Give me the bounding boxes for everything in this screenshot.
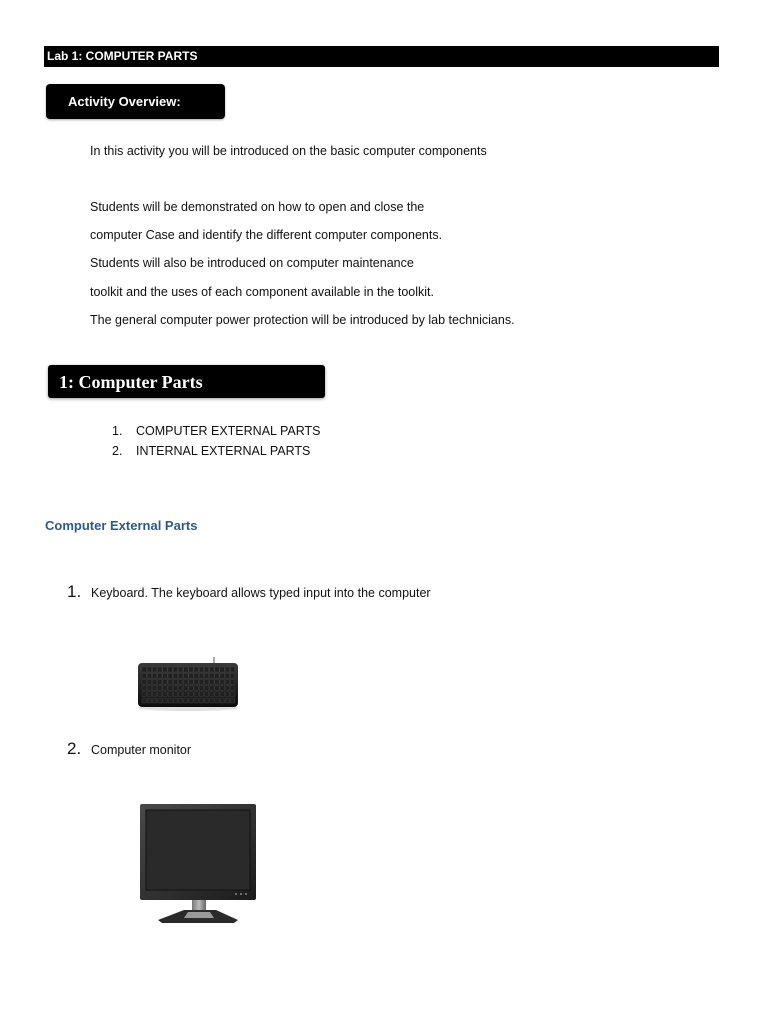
monitor-image [138,800,262,926]
keyboard-key [158,686,162,691]
keyboard-key [163,692,167,697]
keyboard-key [158,698,162,703]
keyboard-key [163,698,167,703]
keyboard-key [168,692,172,697]
keyboard-key [168,686,172,691]
keyboard-key [204,692,208,697]
keyboard-key [215,673,219,678]
keyboard-key [204,667,208,672]
keyboard-key [173,673,177,678]
keyboard-key [147,667,151,672]
keyboard-key [178,679,182,684]
keyboard-key [158,692,162,697]
keyboard-key [163,679,167,684]
keyboard-key [178,698,182,703]
keyboard-key [199,692,203,697]
keyboard-key [210,692,214,697]
overview-paragraph: computer Case and identify the different computer components. [90,228,443,242]
keyboard-key [199,686,203,691]
keyboard-key [168,667,172,672]
keyboard-key [152,698,156,703]
keyboard-key [189,679,193,684]
keyboard-key [142,692,146,697]
keyboard-key [152,679,156,684]
keyboard-key [215,667,219,672]
keyboard-key [230,698,234,703]
list-text: COMPUTER EXTERNAL PARTS [136,424,321,438]
keyboard-key [199,673,203,678]
keyboard-key [184,673,188,678]
keyboard-image [135,655,241,713]
keyboard-key [199,667,203,672]
keyboard-key [225,679,229,684]
item-text: Computer monitor [91,743,192,757]
keyboard-key [210,679,214,684]
keyboard-key [204,673,208,678]
keyboard-key [220,673,224,678]
item-number: 2. [67,739,82,758]
keyboard-key [204,698,208,703]
external-parts-heading: Computer External Parts [45,518,198,533]
keyboard-key [168,698,172,703]
keyboard-key [178,692,182,697]
keyboard-key [210,698,214,703]
keyboard-key [184,692,188,697]
keyboard-key [194,692,198,697]
keyboard-key [168,679,172,684]
keyboard-key [194,698,198,703]
keyboard-key [199,679,203,684]
list-number: 2. [112,444,123,458]
keyboard-key [178,686,182,691]
keyboard-key [230,667,234,672]
keyboard-key [230,673,234,678]
keyboard-key [210,667,214,672]
keyboard-key [178,673,182,678]
keyboard-key [225,698,229,703]
keyboard-key [173,698,177,703]
keyboard-key [194,673,198,678]
keyboard-key [230,686,234,691]
keyboard-key [142,667,146,672]
keyboard-key [194,667,198,672]
keyboard-key [147,692,151,697]
keyboard-key [225,692,229,697]
keyboard-key [158,667,162,672]
keyboard-key [163,673,167,678]
keyboard-key [225,667,229,672]
keyboard-key [173,686,177,691]
activity-overview-heading [46,84,225,119]
keyboard-key [215,698,219,703]
keyboard-key [215,686,219,691]
keyboard-key [173,692,177,697]
keyboard-key [189,692,193,697]
keyboard-key [220,686,224,691]
overview-paragraph: Students will also be introduced on computer maintenance [90,256,414,270]
list-number: 1. [112,424,123,438]
overview-paragraph: In this activity you will be introduced on the basic computer components [90,144,487,158]
keyboard-key [220,692,224,697]
keyboard-key [210,673,214,678]
keyboard-key [147,698,151,703]
keyboard-key [152,667,156,672]
keyboard-key [142,673,146,678]
keyboard-key [163,686,167,691]
lab-title-bar [44,46,719,67]
keyboard-key [163,667,167,672]
list-item [112,424,321,438]
overview-paragraph: toolkit and the uses of each component available in the toolkit. [90,285,434,299]
keyboard-key [142,698,146,703]
list-item [112,444,310,458]
keyboard-key [142,679,146,684]
keyboard-key [210,686,214,691]
keyboard-key [178,667,182,672]
keyboard-key [220,667,224,672]
overview-paragraph: Students will be demonstrated on how to open and close the [90,200,425,214]
keyboard-key [152,686,156,691]
item-text: Keyboard. The keyboard allows typed input into the computer [91,586,431,600]
keyboard-key [189,667,193,672]
activity-overview-label: Activity Overview: [68,94,181,109]
section-heading-label: 1: Computer Parts [59,372,203,392]
keyboard-key [189,673,193,678]
keyboard-key [173,679,177,684]
keyboard-key [220,698,224,703]
keyboard-key [173,667,177,672]
keyboard-key [189,686,193,691]
lab-title: Lab 1: COMPUTER PARTS [47,49,198,63]
keyboard-key [184,686,188,691]
keyboard-key [204,686,208,691]
keyboard-key [147,679,151,684]
keyboard-key [158,679,162,684]
keyboard-key [220,679,224,684]
keyboard-key [225,673,229,678]
keyboard-key [194,686,198,691]
keyboard-key [147,673,151,678]
keyboard-key [184,698,188,703]
keyboard-key [152,692,156,697]
list-text: INTERNAL EXTERNAL PARTS [136,444,311,458]
keyboard-key [225,686,229,691]
keyboard-key [194,679,198,684]
keyboard-key [215,679,219,684]
keyboard-key [147,686,151,691]
overview-paragraph: The general computer power protection will be introduced by lab technicians. [90,313,515,327]
keyboard-key [184,679,188,684]
keyboard-key [215,692,219,697]
keyboard-key [189,698,193,703]
keyboard-key [158,673,162,678]
keyboard-key [230,692,234,697]
item-number: 1. [67,582,82,601]
keyboard-key [199,698,203,703]
keyboard-key [152,673,156,678]
keyboard-key [184,667,188,672]
keyboard-key [142,686,146,691]
keyboard-key [230,679,234,684]
keyboard-key [204,679,208,684]
computer-parts-section-heading [48,365,325,398]
keyboard-key [168,673,172,678]
